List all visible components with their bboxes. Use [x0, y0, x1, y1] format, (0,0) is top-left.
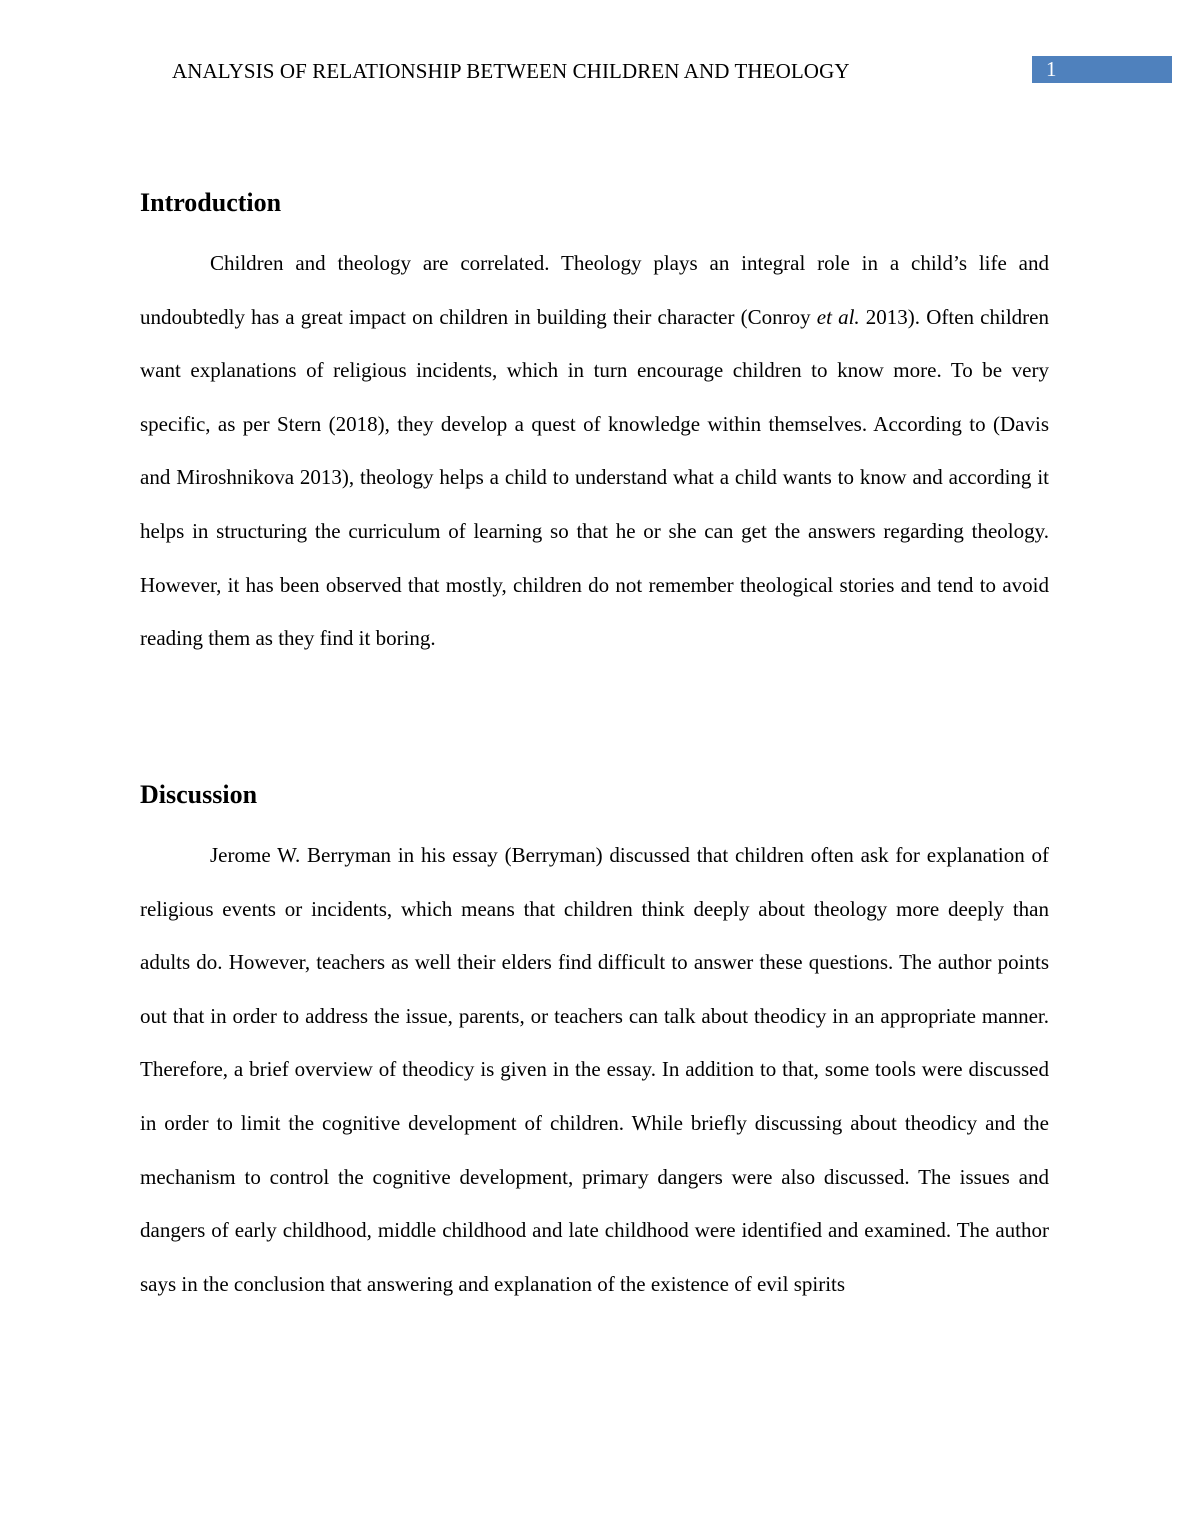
running-head: ANALYSIS OF RELATIONSHIP BETWEEN CHILDREN AND THEOLOGY: [172, 59, 850, 83]
introduction-paragraph: [140, 237, 1049, 666]
introduction-text-part1: Children and theology are correlated. Theology plays an integral role in a child’s life and undoubtedly has a great impact on children in building their character (Conroy: [140, 251, 1049, 329]
introduction-text-part2: 2013). Often children want explanations of religious incidents, which in turn encourage children to know more. To be very specific, as per Stern (2018), they develop a quest of knowledge within themselves. According to (Davis and Miroshnikova 2013), theology helps a child to understand what a child wants to know and according it helps in structuring the curriculum of learning so that he or she can get the answers regarding theology. However, it has been observed that mostly, children do not remember theological stories and tend to avoid reading them as they find it boring.: [140, 304, 1049, 651]
page-number: 1: [1046, 57, 1057, 81]
discussion-heading: Discussion: [140, 780, 258, 809]
discussion-text: Jerome W. Berryman in his essay (Berryman) discussed that children often ask for explanation of religious events or incidents, which means that children think deeply about theology more deeply than adults do. However, teachers as well their elders find difficult to answer these questions. The author points out that in order to address the issue, parents, or teachers can talk about theodicy in an appropriate manner. Therefore, a brief overview of theodicy is given in the essay. In addition to that, some tools were discussed in order to limit the cognitive development of children. While briefly discussing about theodicy and the mechanism to control the cognitive development, primary dangers were also discussed. The issues and dangers of early childhood, middle childhood and late childhood were identified and examined. The author says in the conclusion that answering and explanation of the existence of evil spirits: [140, 843, 1049, 1296]
introduction-heading: Introduction: [140, 188, 282, 217]
introduction-citation-italic: et al.: [816, 304, 860, 329]
discussion-paragraph: [140, 829, 1049, 1311]
page-number-box: [1032, 56, 1172, 83]
